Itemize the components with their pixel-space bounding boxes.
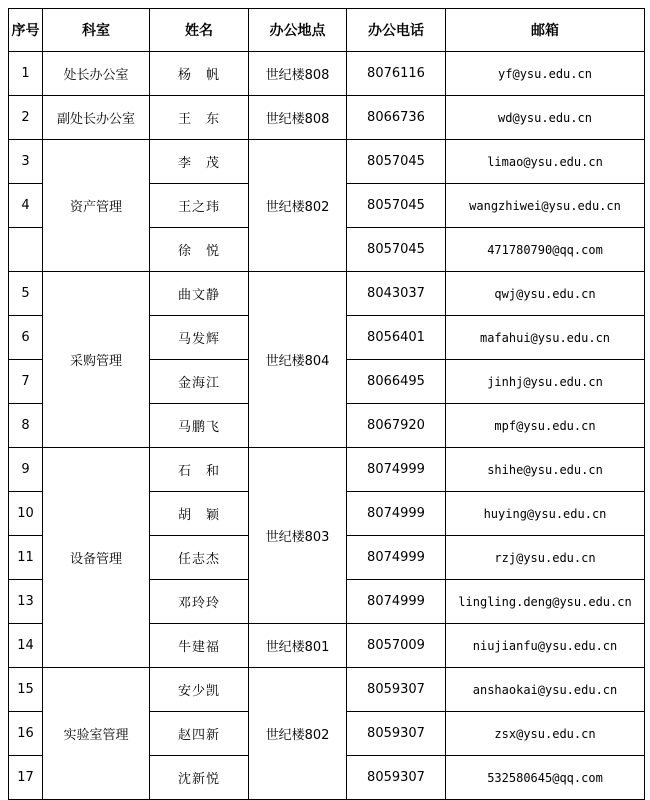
header-name: 姓名 [150,9,249,52]
cell-phone: 8057045 [347,140,446,184]
cell-no: 16 [9,712,43,756]
cell-department: 处长办公室 [43,52,150,96]
cell-name: 王 东 [150,96,249,140]
cell-name: 石 和 [150,448,249,492]
cell-name: 赵四新 [150,712,249,756]
cell-phone: 8067920 [347,404,446,448]
cell-email: 532580645@qq.com [446,756,645,800]
cell-phone: 8059307 [347,668,446,712]
table-header-row [9,9,645,52]
cell-department: 实验室管理 [43,668,150,800]
cell-location: 世纪楼801 [249,624,347,668]
cell-phone: 8066736 [347,96,446,140]
cell-no: 13 [9,580,43,624]
cell-email: wangzhiwei@ysu.edu.cn [446,184,645,228]
cell-location: 世纪楼804 [249,272,347,448]
cell-email: jinhj@ysu.edu.cn [446,360,645,404]
cell-email: anshaokai@ysu.edu.cn [446,668,645,712]
cell-email: zsx@ysu.edu.cn [446,712,645,756]
cell-no: 15 [9,668,43,712]
table-row [9,96,645,140]
cell-name: 安少凯 [150,668,249,712]
cell-name: 牛建福 [150,624,249,668]
cell-email: rzj@ysu.edu.cn [446,536,645,580]
cell-name: 杨 帆 [150,52,249,96]
cell-department: 资产管理 [43,140,150,272]
cell-phone: 8074999 [347,448,446,492]
cell-no: 5 [9,272,43,316]
cell-phone: 8074999 [347,536,446,580]
cell-no: 4 [9,184,43,228]
cell-location: 世纪楼802 [249,140,347,272]
cell-email: mpf@ysu.edu.cn [446,404,645,448]
staff-directory-table [8,8,645,800]
table-row [9,140,645,184]
cell-no: 6 [9,316,43,360]
cell-email: 471780790@qq.com [446,228,645,272]
cell-email: huying@ysu.edu.cn [446,492,645,536]
cell-no: 10 [9,492,43,536]
cell-no: 9 [9,448,43,492]
cell-phone: 8056401 [347,316,446,360]
table-row [9,668,645,712]
cell-department: 副处长办公室 [43,96,150,140]
header-no: 序号 [9,9,43,52]
cell-phone: 8074999 [347,580,446,624]
cell-phone: 8057045 [347,228,446,272]
cell-phone: 8043037 [347,272,446,316]
cell-name: 沈新悦 [150,756,249,800]
cell-no: 11 [9,536,43,580]
cell-name: 曲文静 [150,272,249,316]
cell-no: 3 [9,140,43,184]
cell-email: shihe@ysu.edu.cn [446,448,645,492]
cell-name: 徐 悦 [150,228,249,272]
cell-name: 王之玮 [150,184,249,228]
cell-name: 邓玲玲 [150,580,249,624]
cell-email: qwj@ysu.edu.cn [446,272,645,316]
cell-location: 世纪楼802 [249,668,347,800]
header-office-location: 办公地点 [249,9,347,52]
cell-email: wd@ysu.edu.cn [446,96,645,140]
cell-phone: 8057045 [347,184,446,228]
cell-email: limao@ysu.edu.cn [446,140,645,184]
cell-location: 世纪楼808 [249,52,347,96]
cell-name: 李 茂 [150,140,249,184]
table-row [9,448,645,492]
cell-email: mafahui@ysu.edu.cn [446,316,645,360]
table-row [9,52,645,96]
cell-phone: 8059307 [347,756,446,800]
cell-location: 世纪楼808 [249,96,347,140]
header-email: 邮箱 [446,9,645,52]
cell-name: 胡 颖 [150,492,249,536]
cell-email: yf@ysu.edu.cn [446,52,645,96]
cell-no [9,228,43,272]
cell-no: 1 [9,52,43,96]
cell-department: 采购管理 [43,272,150,448]
cell-no: 8 [9,404,43,448]
header-department: 科室 [43,9,150,52]
cell-no: 17 [9,756,43,800]
cell-location: 世纪楼803 [249,448,347,624]
cell-phone: 8066495 [347,360,446,404]
cell-no: 14 [9,624,43,668]
table-row [9,272,645,316]
cell-phone: 8074999 [347,492,446,536]
cell-email: niujianfu@ysu.edu.cn [446,624,645,668]
header-office-phone: 办公电话 [347,9,446,52]
cell-phone: 8059307 [347,712,446,756]
cell-name: 金海江 [150,360,249,404]
cell-phone: 8076116 [347,52,446,96]
cell-department: 设备管理 [43,448,150,668]
cell-name: 马鹏飞 [150,404,249,448]
cell-name: 马发辉 [150,316,249,360]
cell-no: 7 [9,360,43,404]
cell-email: lingling.deng@ysu.edu.cn [446,580,645,624]
cell-no: 2 [9,96,43,140]
cell-phone: 8057009 [347,624,446,668]
cell-name: 任志杰 [150,536,249,580]
